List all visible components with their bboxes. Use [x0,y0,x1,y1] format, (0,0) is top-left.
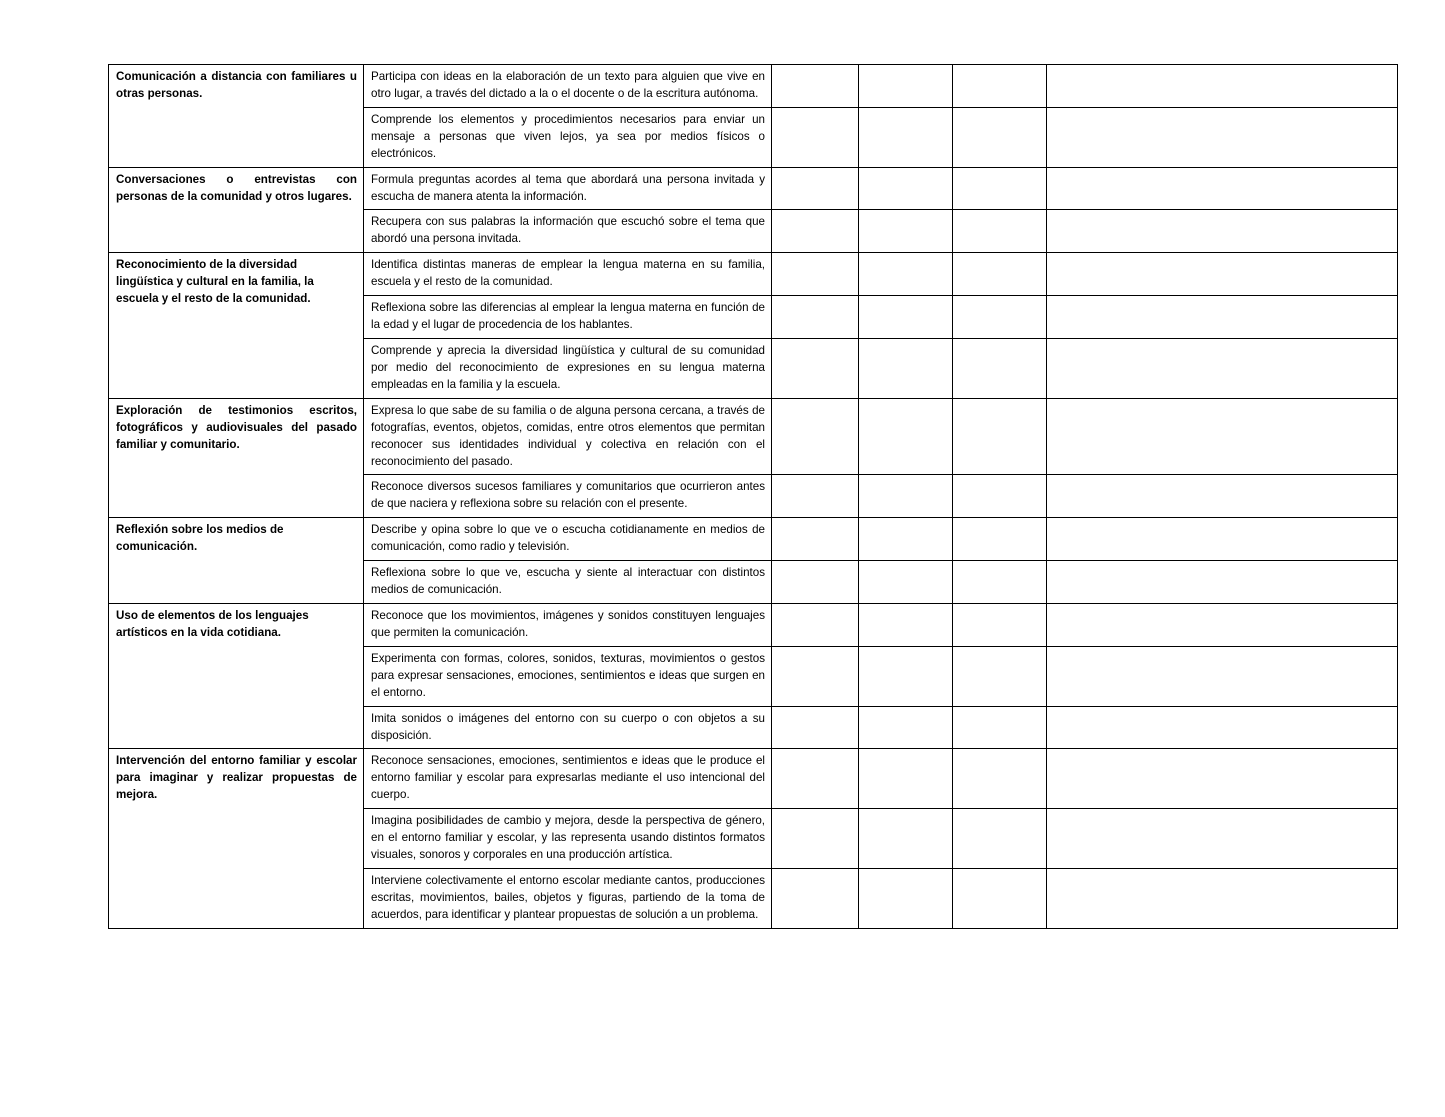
observations-cell[interactable] [1047,338,1398,398]
assessment-cell-mark2[interactable] [859,253,953,296]
observations-cell[interactable] [1047,167,1398,210]
assessment-cell-mark1[interactable] [772,475,859,518]
theme-cell: Comunicación a distancia con familiares u otras personas. [109,65,364,168]
table-row [109,253,1398,296]
assessment-cell-mark1[interactable] [772,210,859,253]
content-cell: Expresa lo que sabe de su familia o de alguna persona cercana, a través de fotografías, eventos, objetos, comidas, entre otros elementos que permitan reconocer sus identidades individual y colectiva en relación con el reconocimiento del pasado. [364,398,772,475]
content-cell: Describe y opina sobre lo que ve o escucha cotidianamente en medios de comunicación, como radio y televisión. [364,518,772,561]
curriculum-table-body [109,65,1398,929]
assessment-cell-mark3[interactable] [953,646,1047,706]
assessment-cell-mark3[interactable] [953,518,1047,561]
assessment-cell-mark3[interactable] [953,475,1047,518]
observations-cell[interactable] [1047,210,1398,253]
curriculum-table [108,64,1398,929]
assessment-cell-mark1[interactable] [772,809,859,869]
content-cell: Experimenta con formas, colores, sonidos, texturas, movimientos o gestos para expresar sensaciones, emociones, sentimientos e ideas que surgen en el entorno. [364,646,772,706]
theme-cell: Reconocimiento de la diversidad lingüística y cultural en la familia, la escuela y el resto de la comunidad. [109,253,364,398]
theme-cell: Reflexión sobre los medios de comunicación. [109,518,364,604]
observations-cell[interactable] [1047,398,1398,475]
observations-cell[interactable] [1047,253,1398,296]
assessment-cell-mark2[interactable] [859,65,953,108]
content-cell: Recupera con sus palabras la información que escuchó sobre el tema que abordó una persona invitada. [364,210,772,253]
assessment-cell-mark2[interactable] [859,561,953,604]
assessment-cell-mark1[interactable] [772,338,859,398]
assessment-cell-mark2[interactable] [859,338,953,398]
content-cell: Reconoce diversos sucesos familiares y comunitarios que ocurrieron antes de que naciera y reflexiona sobre su relación con el presente. [364,475,772,518]
assessment-cell-mark2[interactable] [859,210,953,253]
content-cell: Reconoce sensaciones, emociones, sentimientos e ideas que le produce el entorno familiar y escolar para expresarlas mediante el uso intencional del cuerpo. [364,749,772,809]
theme-cell: Intervención del entorno familiar y escolar para imaginar y realizar propuestas de mejora. [109,749,364,928]
assessment-cell-mark1[interactable] [772,518,859,561]
observations-cell[interactable] [1047,475,1398,518]
assessment-cell-mark3[interactable] [953,296,1047,339]
observations-cell[interactable] [1047,296,1398,339]
assessment-cell-mark3[interactable] [953,167,1047,210]
observations-cell[interactable] [1047,65,1398,108]
content-cell: Imita sonidos o imágenes del entorno con su cuerpo o con objetos a su disposición. [364,706,772,749]
table-row [109,65,1398,108]
assessment-cell-mark1[interactable] [772,603,859,646]
assessment-cell-mark2[interactable] [859,646,953,706]
table-row [109,603,1398,646]
assessment-cell-mark2[interactable] [859,749,953,809]
assessment-cell-mark3[interactable] [953,65,1047,108]
assessment-cell-mark2[interactable] [859,107,953,167]
assessment-cell-mark1[interactable] [772,167,859,210]
assessment-cell-mark2[interactable] [859,603,953,646]
assessment-cell-mark1[interactable] [772,646,859,706]
observations-cell[interactable] [1047,749,1398,809]
observations-cell[interactable] [1047,107,1398,167]
content-cell: Identifica distintas maneras de emplear la lengua materna en su familia, escuela y el resto de la comunidad. [364,253,772,296]
table-row [109,749,1398,809]
assessment-cell-mark1[interactable] [772,107,859,167]
assessment-cell-mark2[interactable] [859,296,953,339]
theme-cell: Uso de elementos de los lenguajes artísticos en la vida cotidiana. [109,603,364,748]
assessment-cell-mark3[interactable] [953,338,1047,398]
assessment-cell-mark1[interactable] [772,561,859,604]
observations-cell[interactable] [1047,809,1398,869]
content-cell: Reflexiona sobre lo que ve, escucha y siente al interactuar con distintos medios de comunicación. [364,561,772,604]
observations-cell[interactable] [1047,646,1398,706]
table-row [109,167,1398,210]
assessment-cell-mark1[interactable] [772,749,859,809]
assessment-cell-mark3[interactable] [953,868,1047,928]
assessment-cell-mark3[interactable] [953,210,1047,253]
assessment-cell-mark3[interactable] [953,398,1047,475]
observations-cell[interactable] [1047,518,1398,561]
assessment-cell-mark2[interactable] [859,398,953,475]
observations-cell[interactable] [1047,603,1398,646]
observations-cell[interactable] [1047,706,1398,749]
content-cell: Interviene colectivamente el entorno escolar mediante cantos, producciones escritas, movimientos, bailes, objetos y figuras, partiendo de la toma de acuerdos, para identificar y plantear propuestas de solución a un problema. [364,868,772,928]
assessment-cell-mark3[interactable] [953,706,1047,749]
content-cell: Comprende los elementos y procedimientos necesarios para enviar un mensaje a personas que viven lejos, ya sea por medios físicos o electrónicos. [364,107,772,167]
assessment-cell-mark1[interactable] [772,706,859,749]
assessment-cell-mark3[interactable] [953,253,1047,296]
assessment-cell-mark1[interactable] [772,65,859,108]
content-cell: Formula preguntas acordes al tema que abordará una persona invitada y escucha de manera atenta la información. [364,167,772,210]
assessment-cell-mark3[interactable] [953,107,1047,167]
assessment-cell-mark2[interactable] [859,868,953,928]
assessment-cell-mark1[interactable] [772,296,859,339]
content-cell: Reflexiona sobre las diferencias al emplear la lengua materna en función de la edad y el lugar de procedencia de los hablantes. [364,296,772,339]
assessment-cell-mark2[interactable] [859,475,953,518]
observations-cell[interactable] [1047,561,1398,604]
theme-cell: Exploración de testimonios escritos, fotográficos y audiovisuales del pasado familiar y comunitario. [109,398,364,518]
observations-cell[interactable] [1047,868,1398,928]
assessment-cell-mark3[interactable] [953,809,1047,869]
content-cell: Reconoce que los movimientos, imágenes y sonidos constituyen lenguajes que permiten la comunicación. [364,603,772,646]
table-row [109,518,1398,561]
assessment-cell-mark2[interactable] [859,809,953,869]
table-row [109,398,1398,475]
assessment-cell-mark3[interactable] [953,561,1047,604]
content-cell: Imagina posibilidades de cambio y mejora, desde la perspectiva de género, en el entorno familiar y escolar, y las representa usando distintos formatos visuales, sonoros y corporales en una producción artística. [364,809,772,869]
assessment-cell-mark2[interactable] [859,706,953,749]
assessment-cell-mark3[interactable] [953,603,1047,646]
theme-cell: Conversaciones o entrevistas con personas de la comunidad y otros lugares. [109,167,364,253]
content-cell: Comprende y aprecia la diversidad lingüística y cultural de su comunidad por medio del reconocimiento de expresiones en su lengua materna empleadas en la familia y la escuela. [364,338,772,398]
assessment-cell-mark1[interactable] [772,868,859,928]
assessment-cell-mark2[interactable] [859,167,953,210]
assessment-cell-mark2[interactable] [859,518,953,561]
assessment-cell-mark3[interactable] [953,749,1047,809]
content-cell: Participa con ideas en la elaboración de un texto para alguien que vive en otro lugar, a través del dictado a la o el docente o de la escritura autónoma. [364,65,772,108]
assessment-cell-mark1[interactable] [772,253,859,296]
assessment-cell-mark1[interactable] [772,398,859,475]
